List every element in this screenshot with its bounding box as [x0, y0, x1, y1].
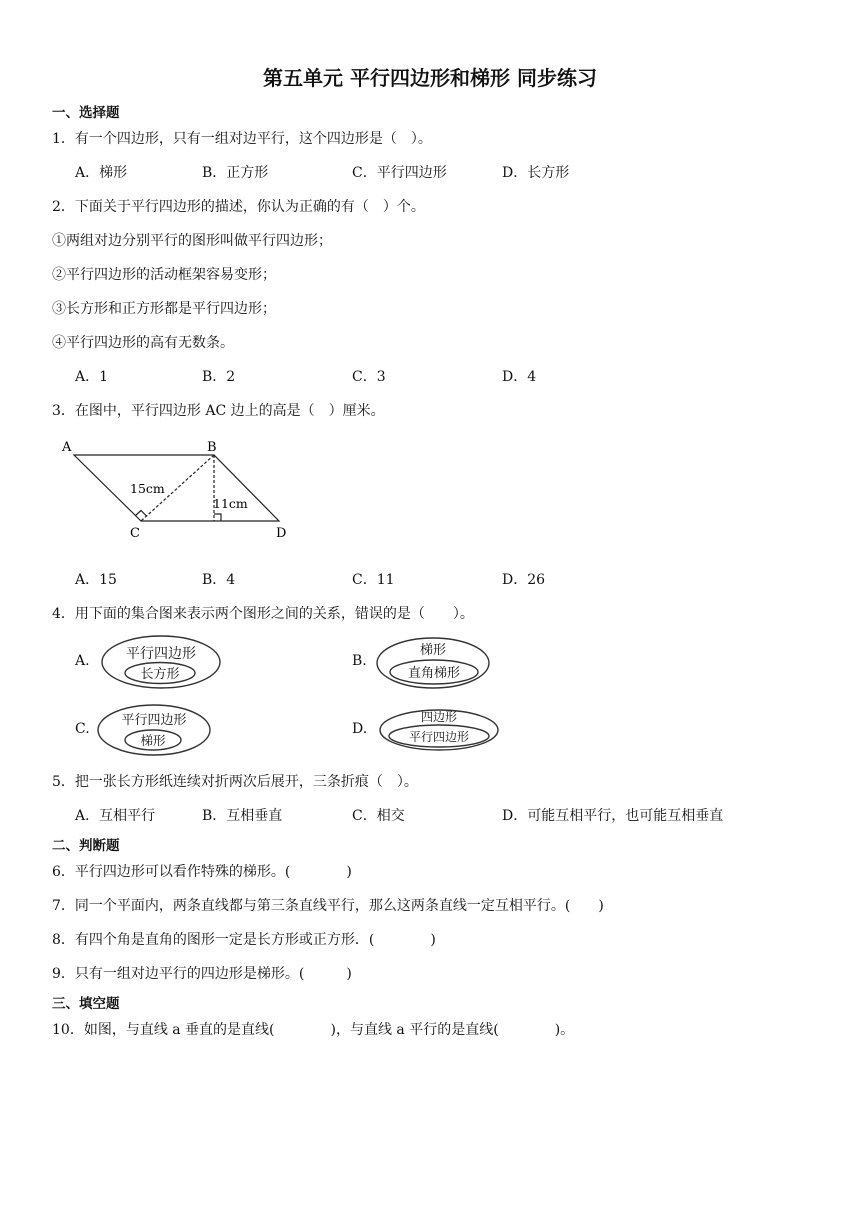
question-4: 4．用下面的集合图来表示两个图形之间的关系，错误的是（ ）。	[52, 606, 474, 622]
q3-option-d: D．26	[502, 572, 546, 588]
question-3: 3．在图中，平行四边形 AC 边上的高是（ ）厘米。	[52, 403, 385, 419]
question-9: 9．只有一组对边平行的四边形是梯形。( )	[52, 966, 352, 982]
q5-option-c: C．相交	[352, 808, 405, 824]
length-label-11cm: 11cm	[213, 496, 248, 511]
section-heading-judgement: 二、判断题	[52, 838, 120, 854]
q2-option-b: B．2	[202, 369, 236, 385]
q2-statement-3: ③长方形和正方形都是平行四边形；	[52, 301, 276, 317]
q5-option-d: D．可能互相平行，也可能互相垂直	[502, 808, 724, 824]
section-heading-choice: 一、选择题	[52, 105, 120, 121]
question-5: 5．把一张长方形纸连续对折两次后展开，三条折痕（ ）。	[52, 774, 418, 790]
q2-statement-1: ①两组对边分别平行的图形叫做平行四边形；	[52, 233, 332, 249]
vertex-label-d: D	[276, 526, 287, 541]
set-d-outer-label: 四边形	[420, 710, 458, 724]
q1-option-c: C．平行四边形	[352, 165, 447, 181]
vertex-label-c: C	[130, 526, 140, 541]
q3-option-a: A．15	[75, 572, 117, 588]
question-8: 8．有四个角是直角的图形一定是长方形或正方形．( )	[52, 932, 436, 948]
set-b-inner-label: 直角梯形	[407, 666, 461, 681]
set-a-outer-label: 平行四边形	[126, 646, 196, 662]
q2-option-d: D．4	[502, 369, 537, 385]
q2-statement-4: ④平行四边形的高有无数条。	[52, 335, 234, 351]
question-1: 1．有一个四边形，只有一组对边平行，这个四边形是（ ）。	[52, 131, 432, 147]
set-b-outer-label: 梯形	[419, 643, 447, 658]
question-2: 2．下面关于平行四边形的描述，你认为正确的有（ ）个。	[52, 199, 425, 215]
question-7: 7．同一个平面内，两条直线都与第三条直线平行，那么这两条直线一定互相平行。( )	[52, 898, 604, 914]
page-title: 第五单元 平行四边形和梯形 同步练习	[263, 66, 597, 90]
q3-option-c: C．11	[352, 572, 395, 588]
q2-statement-2: ②平行四边形的活动框架容易变形；	[52, 267, 276, 283]
set-c-inner-label: 梯形	[140, 733, 166, 748]
question-10: 10．如图，与直线 a 垂直的是直线( )，与直线 a 平行的是直线( )。	[52, 1022, 575, 1038]
q4-choice-d-letter: D.	[352, 721, 368, 737]
q1-option-a: A．梯形	[75, 165, 128, 181]
q1-option-b: B．正方形	[202, 165, 269, 181]
q4-choice-a-letter: A.	[75, 653, 90, 669]
set-c-outer-label: 平行四边形	[121, 713, 187, 728]
q5-option-a: A．互相平行	[75, 808, 156, 824]
set-a-inner-label: 长方形	[140, 667, 180, 682]
q4-choice-b-letter: B.	[352, 653, 367, 669]
q5-option-b: B．互相垂直	[202, 808, 283, 824]
q2-option-a: A．1	[75, 369, 109, 385]
q1-option-d: D．长方形	[502, 165, 570, 181]
q2-option-c: C．3	[352, 369, 386, 385]
vertex-label-b: B	[207, 440, 217, 455]
section-heading-fill-blank: 三、填空题	[52, 996, 120, 1012]
vertex-label-a: A	[62, 440, 72, 455]
q3-option-b: B．4	[202, 572, 236, 588]
question-6: 6．平行四边形可以看作特殊的梯形。( )	[52, 864, 352, 880]
set-d-inner-label: 平行四边形	[408, 730, 470, 744]
length-label-15cm: 15cm	[130, 481, 165, 496]
q4-choice-c-letter: C.	[75, 721, 90, 737]
